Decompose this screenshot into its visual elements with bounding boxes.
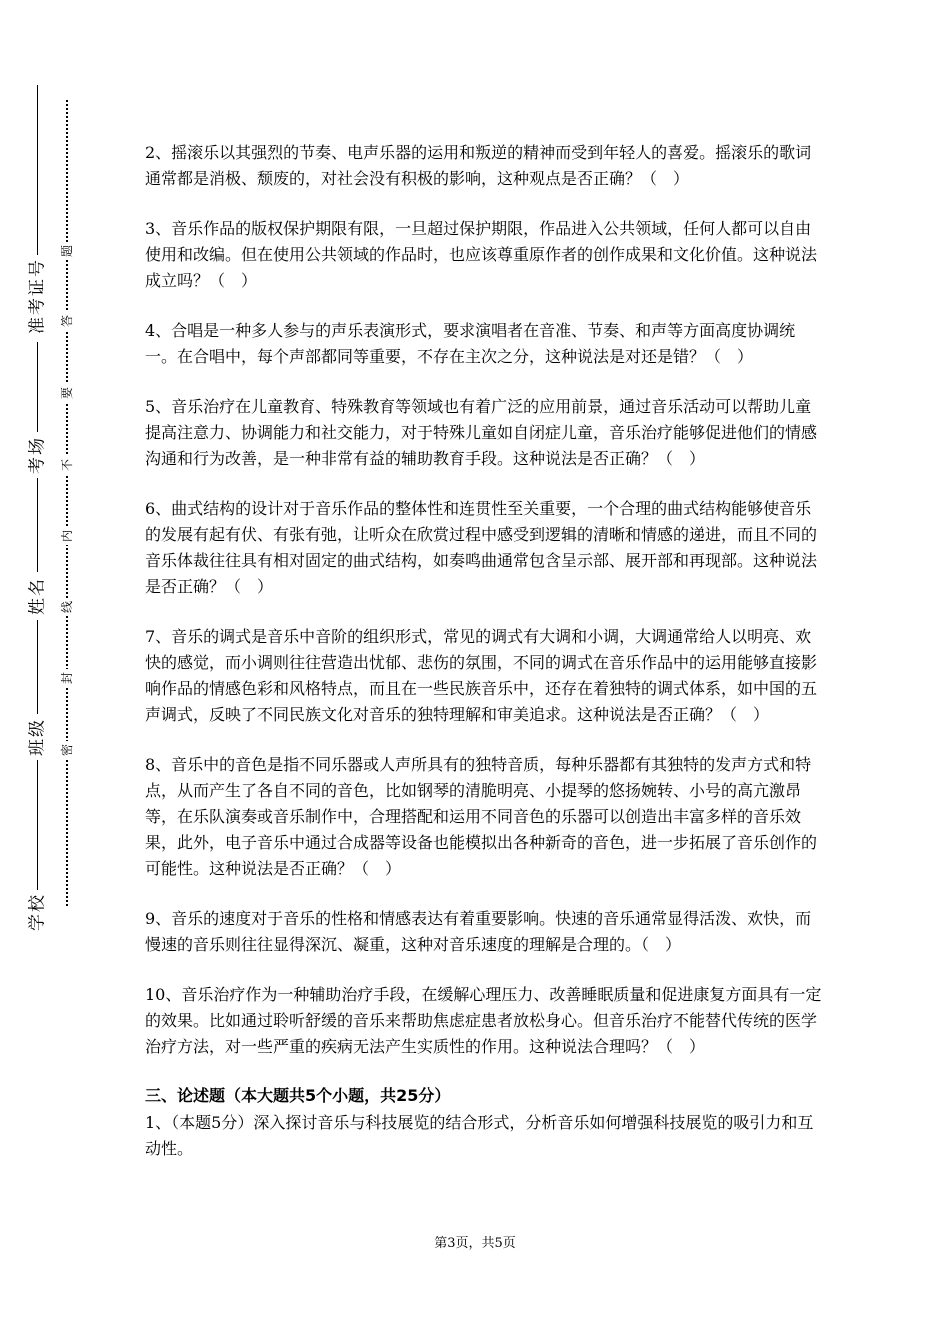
seal-char: 线 [58,598,76,616]
question-4: 4、合唱是一种多人参与的声乐表演形式，要求演唱者在音准、节奏、和声等方面高度协调统一。在合唱中，每个声部都同等重要，不存在主次之分，这种说法是对还是错？（ ） [145,321,796,366]
exam-number-label: 准考证号 [27,258,48,334]
exam-room-label: 考场 [27,436,48,474]
essay-question-1: 1、（本题5分）深入探讨音乐与科技展览的结合形式，分析音乐如何增强科技展览的吸引力和互动性。 [145,1113,814,1158]
binding-line [37,760,38,890]
question-7: 7、音乐的调式是音乐中音阶的组织形式，常见的调式有大调和小调，大调通常给人以明亮、欢快的感觉，而小调则往往营造出忧郁、悲伤的氛围，不同的调式在音乐作品中的运用能够直接影响作品的情感色彩和风格特点，而且在一些民族音乐中，还存在着独特的调式体系，如中国的五声调式，反映了不同民族文化对音乐的独特理解和审美追求。这种说法是否正确？（ ） [145,627,818,724]
question-5: 5、音乐治疗在儿童教育、特殊教育等领域也有着广泛的应用前景，通过音乐活动可以帮助儿童提高注意力、协调能力和社交能力，对于特殊儿童如自闭症儿童，音乐治疗能够促进他们的情感沟通和行为改善，是一种非常有益的辅助教育手段。这种说法是否正确？（ ） [145,397,818,468]
question-8: 8、音乐中的音色是指不同乐器或人声所具有的独特音质，每种乐器都有其独特的发声方式和特点，从而产生了各自不同的音色，比如钢琴的清脆明亮、小提琴的悠扬婉转、小号的高亢激昂等，在乐队演奏或音乐制作中，合理搭配和运用不同音色的乐器可以创造出丰富多样的音乐效果，此外，电子音乐中通过合成器等设备也能模拟出各种新奇的音色，进一步拓展了音乐创作的可能性。这种说法是否正确？（ ） [145,755,818,878]
name-label: 姓名 [27,577,48,615]
exam-content [145,140,825,1162]
question-2: 2、摇滚乐以其强烈的节奏、电声乐器的运用和叛逆的精神而受到年轻人的喜爱。摇滚乐的歌词通常都是消极、颓废的，对社会没有积极的影响，这种观点是否正确？（ ） [145,143,812,188]
page-number: 第3页，共5页 [434,1236,516,1251]
seal-char: 要 [58,384,76,402]
section-3-title: 三、论述题（本大题共5个小题，共25分） [145,1086,451,1105]
sealing-line [66,100,68,906]
question-6: 6、曲式结构的设计对于音乐作品的整体性和连贯性至关重要，一个合理的曲式结构能够使音乐的发展有起有伏、有张有弛，让听众在欣赏过程中感受到逻辑的清晰和情感的递进，而且不同的音乐体裁往往具有相对固定的曲式结构，如奏鸣曲通常包含呈示部、展开部和再现部。这种说法是否正确？（ ） [145,499,818,596]
seal-char: 封 [58,669,76,687]
binding-line [37,85,38,255]
class-label: 班级 [27,718,48,756]
school-label: 学校 [27,893,48,931]
seal-char: 密 [58,741,76,759]
question-3: 3、音乐作品的版权保护期限有限，一旦超过保护期限，作品进入公共领域，任何人都可以自由使用和改编。但在使用公共领域的作品时，也应该尊重原作者的创作成果和文化价值。这种说法成立吗？（ ） [145,219,818,290]
seal-char: 题 [58,242,76,260]
seal-char: 不 [58,456,76,474]
binding-line [37,342,38,432]
seal-char: 内 [58,527,76,545]
question-10: 10、音乐治疗作为一种辅助治疗手段，在缓解心理压力、改善睡眠质量和促进康复方面具有一定的效果。比如通过聆听舒缓的音乐来帮助焦虑症患者放松身心。但音乐治疗不能替代传统的医学治疗方法，对一些严重的疾病无法产生实质性的作用。这种说法合理吗？（ ） [145,985,822,1056]
binding-line [37,620,38,714]
question-9: 9、音乐的速度对于音乐的性格和情感表达有着重要影响。快速的音乐通常显得活泼、欢快，而慢速的音乐则往往显得深沉、凝重，这种对音乐速度的理解是合理的。（ ） [145,909,812,954]
binding-line [37,478,38,572]
seal-char: 答 [58,312,76,330]
